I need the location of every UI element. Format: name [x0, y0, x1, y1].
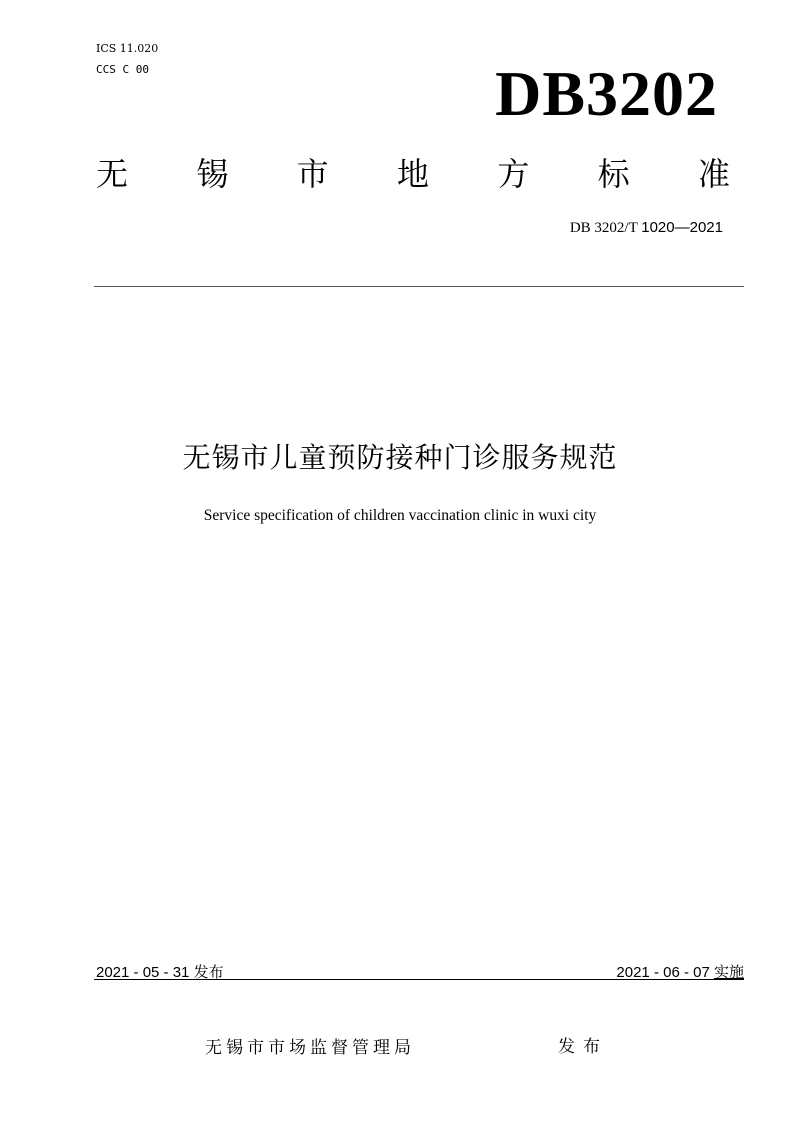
standard-type-char: 市	[296, 155, 329, 193]
standard-type-char: 无	[96, 155, 129, 193]
top-divider	[94, 286, 744, 287]
ccs-code: CCS C 00	[96, 63, 149, 76]
standard-type-char: 锡	[196, 155, 229, 193]
issuing-authority: 无锡市市场监督管理局	[205, 1038, 415, 1058]
implement-date: 2021 - 06 - 07	[616, 964, 710, 981]
standard-code-number: 1020—2021	[641, 219, 723, 236]
db-logo: DB3202	[495, 58, 718, 129]
standard-type-heading	[96, 155, 730, 193]
publish-date: 2021 - 05 - 31 发布	[96, 964, 224, 981]
standard-type-char: 方	[497, 155, 530, 193]
standard-code	[570, 219, 723, 237]
standard-code-prefix: DB 3202/T	[569, 220, 638, 236]
ics-code: ICS 11.020	[96, 42, 159, 55]
bottom-divider	[94, 979, 744, 980]
standard-type-char: 准	[697, 155, 730, 193]
document-title-english: Service specification of children vaccination clinic in wuxi city	[203, 507, 597, 524]
issue-word: 发布	[558, 1037, 608, 1057]
implement-word: 实施	[713, 964, 744, 981]
document-title-chinese: 无锡市儿童预防接种门诊服务规范	[182, 441, 618, 474]
standard-type-char: 地	[396, 155, 429, 193]
standard-type-char: 标	[597, 155, 630, 193]
